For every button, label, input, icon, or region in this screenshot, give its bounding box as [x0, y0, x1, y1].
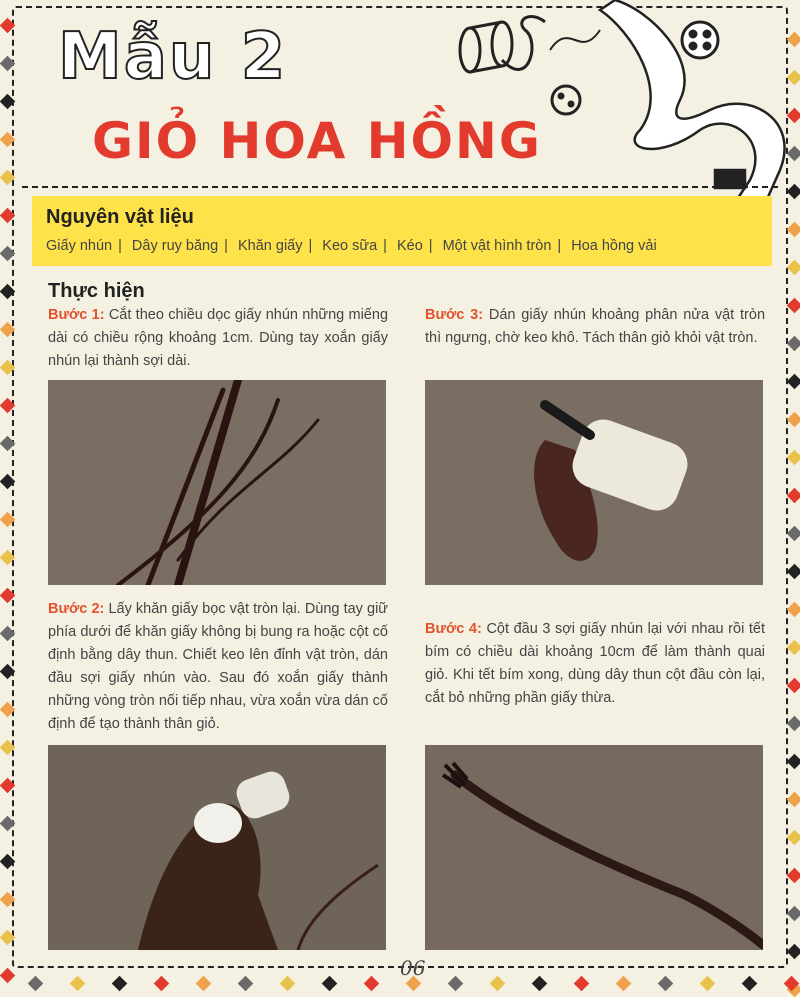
- step-text: Lấy khăn giấy bọc vật tròn lại. Dùng tay giữ phía dưới để khăn giấy không bị bung ra hoặc cột cố định bằng dây thun. Chiết keo lên đỉnh vật tròn, dán đầu sợi giấy nhún vào. Sau đó xoắn giấy thành những vòng tròn nối tiếp nhau, vừa xoắn vừa dán cố định để tạo thành thân giỏ.: [48, 601, 389, 732]
- material-item: Dây ruy băng: [131, 238, 219, 254]
- step-1: [48, 304, 388, 373]
- step-text: Cắt theo chiều dọc giấy nhún những miếng dài có chiều rộng khoảng 1cm. Dùng tay xoắn giấy nhún lại thành sợi dài.: [48, 307, 389, 369]
- decorative-diamond: [787, 868, 800, 884]
- materials-heading: Nguyên vật liệu: [46, 206, 194, 228]
- step-label: Bước 4:: [425, 621, 482, 637]
- thread-spool-icon: [460, 17, 545, 72]
- material-item: Keo sữa: [322, 238, 378, 254]
- twisted-paper-strips-image: [48, 380, 386, 585]
- step-text: Dán giấy nhún khoảng phân nửa vật tròn thì ngưng, chờ keo khô. Tách thân giỏ khỏi vật tròn.: [425, 307, 766, 346]
- decorative-diamond: [490, 976, 506, 992]
- decorative-diamond: [364, 976, 380, 992]
- decorative-diamond: [787, 336, 800, 352]
- section-title: Thực hiện: [48, 280, 145, 302]
- decorative-diamond: [616, 976, 632, 992]
- material-item: Một vật hình tròn: [442, 238, 552, 254]
- decorative-diamond: [532, 976, 548, 992]
- step-text: Cột đầu 3 sợi giấy nhún lại với nhau rồi tết bím có chiều dài khoảng 10cm để làm thành quai giỏ. Khi tết bím xong, dùng dây thun cột đầu còn lại, cắt bỏ những phần giấy thừa.: [425, 621, 765, 706]
- decorative-diamond: [787, 564, 800, 580]
- decorative-diamond: [787, 640, 800, 656]
- decorative-diamond: [196, 976, 212, 992]
- decorative-diamond: [322, 976, 338, 992]
- title-divider: [22, 186, 778, 188]
- decorative-diamond: [280, 976, 296, 992]
- step-4: [425, 618, 765, 710]
- decorative-diamond: [787, 906, 800, 922]
- step-label: Bước 1:: [48, 307, 105, 323]
- decorative-diamond: [787, 678, 800, 694]
- decorative-diamond: [154, 976, 170, 992]
- material-item: Giấy nhún: [46, 238, 113, 254]
- decorative-diamond: [238, 976, 254, 992]
- template-number-title: Mẫu 2: [58, 20, 288, 94]
- decorative-diamond: [0, 968, 15, 984]
- decorative-diamond: [787, 374, 800, 390]
- decorative-diamond: [574, 976, 590, 992]
- decorative-diamond: [70, 976, 86, 992]
- decorative-diamond: [658, 976, 674, 992]
- decorative-diamond: [787, 602, 800, 618]
- step-3: [425, 304, 765, 350]
- decorative-diamond: [787, 754, 800, 770]
- material-item: Khăn giấy: [237, 238, 303, 254]
- material-item: Kéo: [396, 238, 423, 254]
- decorative-diamond: [787, 222, 800, 238]
- decorative-diamond: [787, 260, 800, 276]
- step-4-photo: [425, 745, 763, 950]
- decorative-diamond: [742, 976, 758, 992]
- material-item: Hoa hồng vải: [571, 238, 657, 254]
- decorative-diamond: [787, 450, 800, 466]
- step-2-photo: [48, 745, 386, 950]
- step-label: Bước 3:: [425, 307, 484, 323]
- decorative-diamond: [787, 298, 800, 314]
- decorative-diamond: [787, 830, 800, 846]
- hand-gluing-image: [48, 745, 386, 950]
- materials-list: Giấy nhún | Dây ruy băng | Khăn giấy | Keo sữa | Kéo | Một vật hình tròn | Hoa hồng vải: [46, 238, 657, 254]
- decorative-diamond: [28, 976, 44, 992]
- page-number: 06: [400, 956, 426, 980]
- step-3-photo: [425, 380, 763, 585]
- step-2: [48, 598, 388, 736]
- decorative-diamond: [787, 488, 800, 504]
- decorative-diamond: [787, 792, 800, 808]
- decorative-diamond: [787, 412, 800, 428]
- step-label: Bước 2:: [48, 601, 105, 617]
- materials-box: [32, 196, 772, 266]
- decorative-diamond: [787, 716, 800, 732]
- needle-icon: [550, 30, 600, 50]
- page-title: GIỎ HOA HỒNG: [92, 112, 542, 170]
- decorative-diamond: [700, 976, 716, 992]
- decorative-diamond: [787, 526, 800, 542]
- step-1-photo: [48, 380, 386, 585]
- braided-handle-image: [425, 745, 763, 950]
- decorative-diamond: [112, 976, 128, 992]
- glue-bottle-basket-image: [425, 380, 763, 585]
- decorative-diamond: [787, 944, 800, 960]
- decorative-diamond: [448, 976, 464, 992]
